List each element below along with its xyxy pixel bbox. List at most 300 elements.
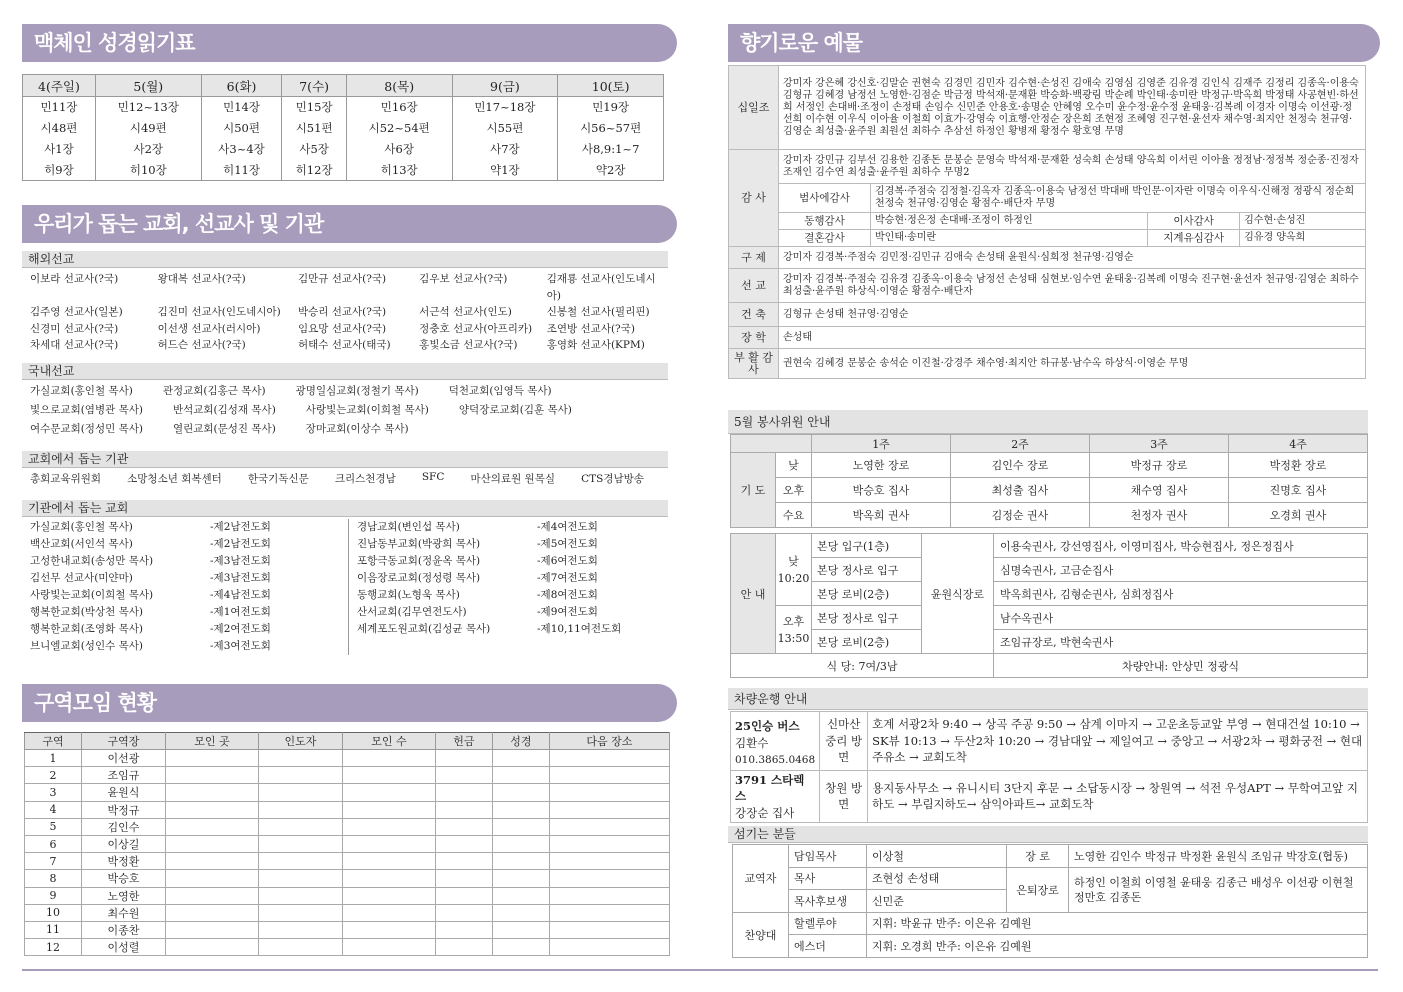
thanks-sub-label: 지계유심감사 [1148, 230, 1240, 247]
overseas-missionary: 왕대복 선교사(?국) [157, 273, 246, 285]
guide-names: 조임규장로, 박현숙권사 [994, 630, 1368, 654]
edu-name: 조현성 손성태 [867, 867, 1007, 890]
district-row [25, 801, 670, 818]
district-empty-cell [435, 784, 492, 801]
district-empty-cell [492, 904, 549, 921]
district-empty-cell [343, 904, 436, 921]
domestic-church: 빛으로교회(염병관 목사) [30, 404, 143, 416]
bible-day-header: 4(주일) [23, 75, 96, 97]
district-empty-cell [435, 801, 492, 818]
district-row [25, 904, 670, 921]
bible-day-header: 9(금) [452, 75, 558, 97]
district-empty-cell [435, 767, 492, 784]
district-empty-cell [165, 750, 258, 767]
bible-cell: 히10장 [95, 160, 201, 181]
thanks-sub-label: 동행감사 [779, 213, 871, 230]
car-guide-duty: 차량안내: 안상민 정광식 [994, 654, 1368, 678]
offering-table [728, 65, 1366, 379]
district-empty-cell [492, 750, 549, 767]
choir-label: 찬양대 [733, 912, 789, 957]
institution: 총회교육위원회 [30, 473, 102, 485]
domestic-church: 광명일심교회(정철기 목사) [295, 385, 419, 397]
district-empty-cell [343, 835, 436, 852]
bible-cell: 약1장 [452, 160, 558, 181]
helped-row [30, 536, 348, 553]
helped-list-right [348, 519, 648, 655]
helped-row [30, 553, 348, 570]
mission-banner: 우리가 돕는 교회, 선교사 및 기관 [22, 205, 677, 243]
guide-names: 박옥희권사, 김형순권사, 심희정집사 [994, 582, 1368, 606]
district-empty-cell [343, 801, 436, 818]
district-empty-cell [258, 767, 342, 784]
helped-church: 경남교회(변인섭 목사) [357, 521, 460, 533]
helped-church: 진남동부교회(박광희 목사) [357, 538, 481, 550]
district-empty-cell [165, 904, 258, 921]
building-label: 건 축 [729, 303, 779, 327]
helped-group: -제4남전도회 [210, 589, 271, 601]
district-header: 성경 [492, 733, 549, 750]
bible-cell: 민12~13장 [95, 97, 201, 118]
bible-cell: 사2장 [95, 139, 201, 160]
bus-name: 3791 스타렉스 [735, 772, 805, 803]
thanks-names: 강미자 강민규 김부선 김용한 김종돈 문봉순 문영숙 박석재·문재환 성숙희 손성태 양옥희 이서린 이아율 정정남·정정복 정순종·진정자 조재인 김수연 최성출·윤주원 최하수 무명2 [779, 150, 1366, 184]
helped-group: -제6여전도회 [537, 555, 598, 567]
district-number: 5 [25, 818, 82, 835]
prayer-row [731, 478, 1368, 503]
district-empty-cell [549, 750, 669, 767]
district-leader: 박정환 [81, 853, 165, 870]
overseas-missionary: 김우보 선교사(?국) [419, 273, 508, 285]
building-names: 김형규 손성태 천규영·김영순 [779, 303, 1366, 327]
helped-group: -제8여전도회 [537, 589, 598, 601]
guide-label: 안 내 [731, 534, 776, 654]
helped-group: -제10,11여전도회 [537, 623, 622, 635]
guide-pm-slot [776, 606, 812, 654]
district-row [25, 853, 670, 870]
prayer-name: 최성출 집사 [951, 478, 1090, 503]
retired-names: 하정인 이철희 이영철 윤태웅 김종근 배성우 이선광 이현철 정만호 김종돈 [1069, 867, 1368, 912]
guide-place: 본당 정사로 입구 [812, 606, 922, 630]
district-empty-cell [343, 887, 436, 904]
district-header: 구역 [25, 733, 82, 750]
district-empty-cell [258, 835, 342, 852]
helped-row [357, 519, 648, 536]
district-empty-cell [492, 801, 549, 818]
district-number: 7 [25, 853, 82, 870]
bible-cell: 민17~18장 [452, 97, 558, 118]
district-header: 헌금 [435, 733, 492, 750]
guide-place: 본당 로비(2층) [812, 630, 922, 654]
relief-label: 구 제 [729, 247, 779, 269]
choir-name: 할렐루야 [789, 912, 867, 935]
helped-row [30, 587, 348, 604]
bible-cell: 히11장 [201, 160, 282, 181]
helped-church: 행복한교회(조영화 목사) [30, 623, 143, 635]
helped-group: -제4여전도회 [537, 521, 598, 533]
district-empty-cell [165, 835, 258, 852]
helped-group: -제7여전도회 [537, 572, 598, 584]
overseas-missionary: 허드슨 선교사(?국) [157, 339, 246, 351]
guide-pm-time: 13:50 [777, 631, 810, 645]
overseas-missionary: 임요망 선교사(?국) [297, 322, 387, 335]
district-empty-cell [343, 784, 436, 801]
week-header: 4주 [1229, 435, 1368, 453]
scholarship-label: 장 학 [729, 327, 779, 349]
prayer-slot: 낮 [776, 453, 812, 478]
bus-driver: 강장순 집사 [735, 805, 795, 820]
district-empty-cell [492, 818, 549, 835]
district-leader: 이종찬 [81, 921, 165, 938]
bible-day-header: 8(목) [346, 75, 452, 97]
prayer-name: 진명호 집사 [1229, 478, 1368, 503]
district-empty-cell [549, 801, 669, 818]
helped-row [30, 570, 348, 587]
district-empty-cell [549, 835, 669, 852]
prayer-name: 천정자 권사 [1090, 503, 1229, 528]
institution-list [22, 468, 668, 486]
domestic-heading: 국내선교 [22, 363, 668, 380]
service-heading: 5월 봉사위원 안내 [728, 410, 1368, 434]
thanks-sub-label: 결혼감사 [779, 230, 871, 247]
bus-vehicle [731, 770, 820, 823]
district-empty-cell [258, 853, 342, 870]
bus-name: 25인승 버스 [735, 719, 800, 733]
thanks-label: 감 사 [729, 150, 779, 247]
prayer-name: 오경희 권사 [1229, 503, 1368, 528]
guide-am-label: 낮 [788, 554, 799, 568]
overseas-missionary: 조연방 선교사(?국) [546, 322, 635, 335]
helped-row [357, 621, 648, 638]
helped-row [30, 621, 348, 638]
bible-cell: 시52~54편 [346, 118, 452, 139]
bible-row [23, 118, 664, 139]
guide-place: 본당 정사로 입구 [812, 558, 922, 582]
edu-role: 목사후보생 [789, 890, 867, 913]
edu-name: 신민준 [867, 890, 1007, 913]
prayer-name: 박승호 집사 [812, 478, 951, 503]
district-number: 3 [25, 784, 82, 801]
district-empty-cell [258, 801, 342, 818]
mission-label: 선 교 [729, 269, 779, 303]
bible-cell: 시55편 [452, 118, 558, 139]
overseas-missionary: 이선생 선교사(러시아) [157, 322, 261, 335]
district-empty-cell [435, 870, 492, 887]
tithe-names: 강미자 강은혜 강신호·김말순 권현숙 김경민 김민자 김수현·손성진 김애숙 김영심 김영준 김유경 김인식 김재주 김정리 김종옥·이용숙 김형규 김혜경 남정선 노영한·김점순 박금정 박석재·문재환 박승화·백광림 박순례 박인태·송미란 박정규·박옥희 박정태 사공현빈·하선희 서정인 손대배·조정이 손정태 손임수 신민준 안용호·송명순 안혜영 오수미 윤수정·윤수정 윤태웅·김복례 이경자 이명숙 이선광·정선희 이수현 이우식 이아율 이철희 이효가·강영숙 이효행·안정순 장은희 조현정 조혜영 진구현·윤선자 채수영·최지안 천정숙 천규영·김영순 최성출·윤주원 최원선 최하수 추삼선 하정인 황병재 황정수 황호영 무명 [779, 66, 1366, 150]
prayer-slot: 오후 [776, 478, 812, 503]
thanks-sub-label: 범사에감사 [779, 184, 871, 213]
district-empty-cell [165, 784, 258, 801]
bus-table [730, 711, 1368, 823]
institution: 한국기독신문 [247, 473, 309, 485]
helped-church: 백산교회(서인석 목사) [30, 538, 133, 550]
overseas-missionary: 김주영 선교사(일본) [30, 306, 123, 318]
bible-row [23, 97, 664, 118]
retired-label: 은퇴장로 [1007, 867, 1069, 912]
prayer-label: 기 도 [731, 453, 776, 528]
district-number: 2 [25, 767, 82, 784]
district-empty-cell [165, 853, 258, 870]
district-row [25, 784, 670, 801]
elder-label: 장 로 [1007, 845, 1069, 868]
district-empty-cell [435, 904, 492, 921]
district-leader: 박정규 [81, 801, 165, 818]
bible-cell: 사1장 [23, 139, 96, 160]
offering-banner: 향기로운 예물 [728, 24, 1380, 62]
bible-cell: 약2장 [558, 160, 664, 181]
district-empty-cell [343, 750, 436, 767]
district-empty-cell [165, 921, 258, 938]
district-number: 1 [25, 750, 82, 767]
district-header: 다음 장소 [549, 733, 669, 750]
week-header: 3주 [1090, 435, 1229, 453]
domestic-church: 덕천교회(임영득 목사) [448, 385, 552, 397]
overseas-missionary: 정충호 선교사(아프리카) [419, 322, 533, 335]
district-empty-cell [258, 904, 342, 921]
thanks-sub-names: 박승현·정은정 손대배·조정이 하정인 [871, 213, 1148, 230]
district-header: 모인 수 [343, 733, 436, 750]
bible-cell: 사7장 [452, 139, 558, 160]
thanks-sub-label: 이사감사 [1148, 213, 1240, 230]
institution: CTS경남방송 [581, 473, 644, 485]
district-banner: 구역모임 현황 [22, 684, 677, 722]
overseas-missionary: 홍영화 선교사(KPM) [546, 339, 645, 351]
district-empty-cell [435, 921, 492, 938]
district-empty-cell [492, 784, 549, 801]
cafeteria-duty: 식 당: 7여/3남 [731, 654, 994, 678]
district-empty-cell [165, 767, 258, 784]
prayer-row [731, 503, 1368, 528]
domestic-list [22, 382, 668, 439]
domestic-mission-section [22, 363, 668, 439]
bus-driver: 김환수 [735, 735, 769, 750]
district-empty-cell [549, 853, 669, 870]
district-empty-cell [492, 767, 549, 784]
prayer-name: 박옥희 권사 [812, 503, 951, 528]
helped-church: 가실교회(홍인철 목사) [30, 521, 133, 533]
district-empty-cell [343, 870, 436, 887]
district-empty-cell [165, 887, 258, 904]
overseas-missionary: 김재룡 선교사(인도네시아) [546, 273, 656, 302]
bible-cell: 민11장 [23, 97, 96, 118]
choir-staff: 지휘: 박윤규 반주: 이은유 김예원 [867, 912, 1368, 935]
bible-cell: 히13장 [346, 160, 452, 181]
district-row [25, 921, 670, 938]
district-empty-cell [258, 750, 342, 767]
district-leader: 이성렬 [81, 939, 165, 956]
helped-list-left [22, 519, 348, 655]
bible-cell: 민16장 [346, 97, 452, 118]
district-number: 11 [25, 921, 82, 938]
district-empty-cell [549, 870, 669, 887]
overseas-missionary: 차세대 선교사(?국) [30, 339, 119, 351]
district-empty-cell [435, 887, 492, 904]
district-number: 9 [25, 887, 82, 904]
district-row [25, 767, 670, 784]
helped-heading: 기관에서 돕는 교회 [22, 500, 668, 517]
district-row [25, 887, 670, 904]
helped-row [357, 587, 648, 604]
district-empty-cell [549, 767, 669, 784]
bible-cell: 사5장 [282, 139, 346, 160]
district-header: 구역장 [81, 733, 165, 750]
helped-group: -제9여전도회 [537, 606, 598, 618]
helped-group: -제5여전도회 [537, 538, 598, 550]
district-empty-cell [343, 939, 436, 956]
district-header: 인도자 [258, 733, 342, 750]
helped-church: 행복한교회(박상천 목사) [30, 606, 143, 618]
district-empty-cell [258, 921, 342, 938]
prayer-name: 박정환 장로 [1229, 453, 1368, 478]
district-row [25, 750, 670, 767]
bible-cell: 민15장 [282, 97, 346, 118]
district-table [24, 732, 670, 956]
district-empty-cell [165, 870, 258, 887]
guide-place: 본당 로비(2층) [812, 582, 922, 606]
bible-row [23, 139, 664, 160]
district-empty-cell [435, 939, 492, 956]
district-leader: 윤원식 [81, 784, 165, 801]
district-empty-cell [492, 939, 549, 956]
overseas-heading: 해외선교 [22, 251, 668, 268]
domestic-church: 여수문교회(정성민 목사) [30, 423, 143, 435]
serve-heading: 섬기는 분들 [728, 826, 1368, 843]
helped-group: -제1여전도회 [210, 606, 271, 618]
district-empty-cell [549, 939, 669, 956]
district-empty-cell [165, 801, 258, 818]
choir-name: 에스더 [789, 935, 867, 958]
overseas-missionary: 신경미 선교사(?국) [30, 322, 119, 335]
district-leader: 노영한 [81, 887, 165, 904]
prayer-name: 김인수 장로 [951, 453, 1090, 478]
scholarship-names: 손성태 [779, 327, 1366, 349]
edu-role: 목사 [789, 867, 867, 890]
guide-pm-label: 오후 [782, 614, 805, 628]
overseas-missionary: 김만규 선교사(?국) [297, 273, 387, 285]
bible-cell: 사8,9:1~7 [558, 139, 664, 160]
overseas-list [22, 271, 668, 354]
bible-cell: 사6장 [346, 139, 452, 160]
district-leader: 박승호 [81, 870, 165, 887]
district-number: 10 [25, 904, 82, 921]
helped-group: -제2남전도회 [210, 521, 271, 533]
elder-names: 노영한 김인수 박정규 박정환 윤원식 조임규 박장호(협동) [1069, 845, 1368, 868]
overseas-missionary: 홍빛소금 선교사(?국) [419, 339, 518, 351]
district-row [25, 835, 670, 852]
district-empty-cell [435, 818, 492, 835]
edu-name: 이상철 [867, 845, 1007, 868]
district-empty-cell [258, 784, 342, 801]
bottom-rule [22, 969, 1378, 971]
helped-church: 동행교회(노형욱 목사) [357, 589, 460, 601]
domestic-church: 열린교회(문성진 목사) [172, 423, 276, 435]
helped-church: 산서교회(김무연전도사) [357, 606, 467, 618]
bible-day-header: 7(수) [282, 75, 346, 97]
helped-row [357, 570, 648, 587]
district-empty-cell [492, 921, 549, 938]
institution-section [22, 451, 668, 486]
helped-row [357, 604, 648, 621]
helped-church: 김선무 선교사(미얀마) [30, 572, 133, 584]
district-empty-cell [258, 939, 342, 956]
district-empty-cell [343, 921, 436, 938]
edu-label: 교역자 [733, 845, 789, 913]
district-empty-cell [492, 887, 549, 904]
domestic-church: 반석교회(김성재 목사) [172, 404, 276, 416]
district-empty-cell [435, 835, 492, 852]
thanks-sub-names: 김수현·손성진 [1240, 213, 1366, 230]
prayer-name: 김정순 권사 [951, 503, 1090, 528]
helped-church: 사랑빛는교회(이희철 목사) [30, 589, 154, 601]
bus-route: 창원 방면 [820, 770, 868, 823]
tithe-label: 십일조 [729, 66, 779, 150]
helped-church: 포항극동교회(정윤옥 목사) [357, 555, 481, 567]
bible-reading-banner: 맥체인 성경읽기표 [22, 24, 677, 62]
helped-group: -제3남전도회 [210, 572, 271, 584]
guide-am-slot [776, 534, 812, 606]
district-empty-cell [435, 853, 492, 870]
guide-place: 본당 입구(1층) [812, 534, 922, 558]
helped-church: 고성한내교회(송성만 목사) [30, 555, 154, 567]
bus-vehicle [731, 712, 820, 771]
week-header: 2주 [951, 435, 1090, 453]
bus-route: 신마산 중리 방면 [820, 712, 868, 771]
helped-row [357, 536, 648, 553]
district-empty-cell [492, 835, 549, 852]
guide-names: 남수옥권사 [994, 606, 1368, 630]
overseas-missionary: 김진미 선교사(인도네시아) [157, 306, 281, 318]
domestic-church: 양덕장로교회(김훈 목사) [458, 404, 572, 416]
district-empty-cell [549, 921, 669, 938]
domestic-church: 장마교회(이상수 목사) [305, 423, 409, 435]
bible-cell: 시50편 [201, 118, 282, 139]
district-row [25, 939, 670, 956]
bible-day-header: 10(토) [558, 75, 664, 97]
bible-reading-table [22, 74, 664, 181]
prayer-name: 채수영 집사 [1090, 478, 1229, 503]
district-header: 모인 곳 [165, 733, 258, 750]
helped-group: -제3남전도회 [210, 555, 271, 567]
district-leader: 이선광 [81, 750, 165, 767]
mission-names: 강미자 김경복·주점숙 김유경 김종옥·이용숙 남정선 손성태 심현보·임수연 윤태웅·김복례 이명숙 진구현·윤선자 천규영·김영순 최하수 최성출·윤주원 하상식·이영순 황점수·배단자 [779, 269, 1366, 303]
bus-stops: 호계 서광2차 9:40 → 상곡 주공 9:50 → 삼계 이마지 → 고운초등교앞 부영 → 현대건설 10:10 → SK뷰 10:13 → 두산2차 10:20 → 경남대앞 → 제일여고 → 중앙고 → 서광2차 → 평화궁전 → 현대주유소 → 교회도착 [868, 712, 1368, 771]
district-number: 6 [25, 835, 82, 852]
bible-cell: 민14장 [201, 97, 282, 118]
relief-names: 강미자 김경복·주점숙 김민정·김민규 김애숙 손성태 윤원식·심희정 천규영·김영순 [779, 247, 1366, 269]
district-leader: 이상길 [81, 835, 165, 852]
thanks-sub-names: 박인태·송미란 [871, 230, 1148, 247]
district-leader: 조임규 [81, 767, 165, 784]
week-header: 1주 [812, 435, 951, 453]
bible-cell: 히12장 [282, 160, 346, 181]
bus-heading: 차량운행 안내 [728, 688, 1368, 710]
overseas-missionary: 이보라 선교사(?국) [30, 273, 119, 285]
district-empty-cell [549, 784, 669, 801]
district-empty-cell [165, 818, 258, 835]
district-empty-cell [549, 904, 669, 921]
overseas-missionary: 허태수 선교사(태국) [297, 339, 391, 351]
bus-stops: 용지동사무소 → 유니시티 3단지 후문 → 소답동시장 → 창원역 → 석전 우성APT → 무학여고앞 지하도 → 부림지하도→ 삼익아파트→ 교회도착 [868, 770, 1368, 823]
district-number: 8 [25, 870, 82, 887]
guide-group-leader: 윤원식장로 [922, 534, 994, 654]
helped-church: 브니엘교회(성인수 목사) [30, 640, 143, 652]
thanks-sub-names: 김유경 양옥희 [1240, 230, 1366, 247]
helped-group: -제2남전도회 [210, 538, 271, 550]
guide-names: 이용숙권사, 강선영집사, 이영미집사, 박승현집사, 정은정집사 [994, 534, 1368, 558]
district-number: 4 [25, 801, 82, 818]
helped-row [357, 553, 648, 570]
institution: SFC [421, 471, 445, 483]
thanks-sub-names: 김경복·주점숙 김정철·김옥자 김종옥·이용숙 남정선 박대배 박인문·이자란 이명숙 이우식·신해정 정광식 정순희 천정숙 천규영·김영순 황점수·배단자 무명 [871, 184, 1366, 213]
